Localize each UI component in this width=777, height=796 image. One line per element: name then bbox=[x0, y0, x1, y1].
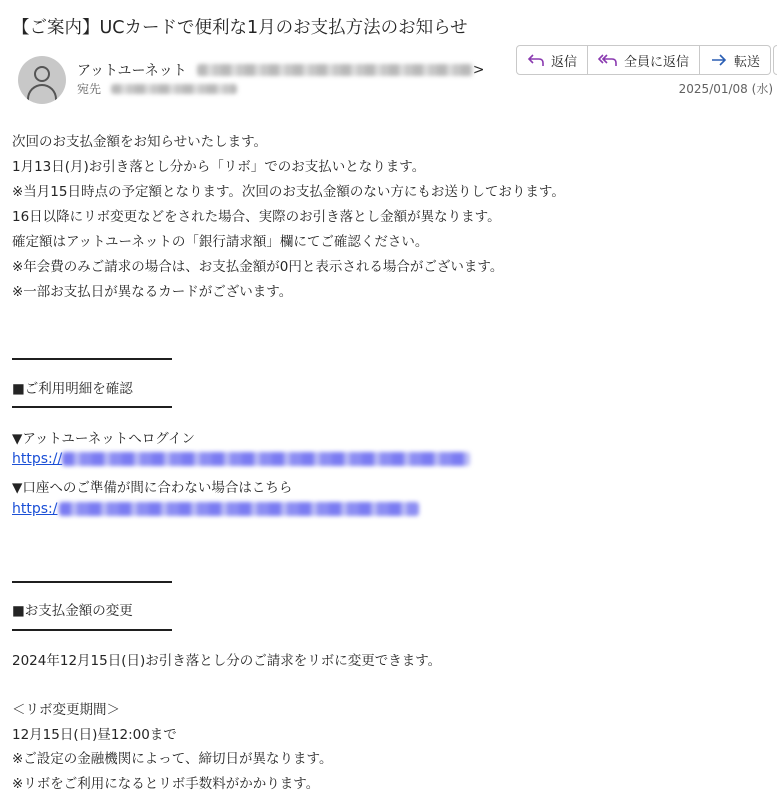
message-actions bbox=[516, 45, 771, 75]
sender-name[interactable]: アットユーネット bbox=[77, 63, 187, 79]
period-title: ＜リボ変更期間＞ bbox=[12, 702, 120, 718]
section-divider bbox=[12, 358, 172, 360]
person-icon-head bbox=[34, 66, 50, 82]
sender-address-close: > bbox=[472, 62, 485, 78]
login-link-prefix[interactable]: https:// bbox=[12, 451, 63, 467]
reply-button[interactable] bbox=[516, 45, 588, 75]
recipient-redacted bbox=[111, 84, 237, 94]
body-line: 1月13日(月)お引き落とし分から「リボ」でのお支払いとなります。 bbox=[12, 159, 426, 175]
forward-label: 転送 bbox=[734, 54, 761, 70]
body-line: ※当月15日時点の予定額となります。次回のお支払金額のない方にもお送りしております。 bbox=[12, 184, 565, 200]
section-title-payment-change: ■お支払金額の変更 bbox=[12, 603, 133, 619]
body-line: ※一部お支払日が異なるカードがございます。 bbox=[12, 284, 293, 300]
more-actions-button[interactable] bbox=[773, 45, 777, 75]
sender-avatar[interactable] bbox=[18, 56, 66, 104]
period-line: ※ご設定の金融機関によって、締切日が異なります。 bbox=[12, 751, 333, 767]
login-link-redacted[interactable] bbox=[62, 452, 470, 466]
person-icon-body bbox=[27, 84, 57, 104]
account-link-prefix[interactable]: https:/ bbox=[12, 501, 58, 517]
section-divider bbox=[12, 629, 172, 631]
body-line: ※年会費のみご請求の場合は、お支払金額が0円と表示される場合がございます。 bbox=[12, 259, 504, 275]
login-label: ▼アットユーネットへログイン bbox=[12, 431, 196, 447]
reply-icon bbox=[527, 53, 545, 67]
email-date: 2025/01/08 (水) bbox=[678, 82, 773, 96]
reply-all-icon bbox=[598, 53, 618, 67]
body-line: 確定額はアットユーネットの「銀行請求額」欄にてご確認ください。 bbox=[12, 234, 429, 250]
account-link[interactable] bbox=[12, 501, 419, 517]
period-line: 12月15日(日)昼12:00まで bbox=[12, 727, 177, 743]
email-subject: 【ご案内】UCカードで便利な1月のお支払方法のお知らせ bbox=[12, 18, 468, 38]
forward-icon bbox=[710, 53, 728, 67]
reply-label: 返信 bbox=[551, 54, 578, 70]
period-line: ※リボをご利用になるとリボ手数料がかかります。 bbox=[12, 776, 320, 792]
sender-line[interactable] bbox=[77, 60, 485, 80]
forward-button[interactable] bbox=[700, 45, 771, 75]
account-link-redacted[interactable] bbox=[59, 502, 419, 516]
body-line: 次回のお支払金額をお知らせいたします。 bbox=[12, 134, 268, 150]
sender-address-redacted bbox=[197, 64, 473, 76]
section-divider bbox=[12, 406, 172, 408]
reply-all-button[interactable] bbox=[588, 45, 700, 75]
body-line: 16日以降にリボ変更などをされた場合、実際のお引き落とし金額が異なります。 bbox=[12, 209, 501, 225]
reply-all-label: 全員に返信 bbox=[624, 54, 690, 70]
to-label: 宛先 bbox=[77, 82, 102, 96]
section-divider bbox=[12, 581, 172, 583]
section-title-statement: ■ご利用明細を確認 bbox=[12, 381, 133, 397]
account-label: ▼口座へのご準備が間に合わない場合はこちら bbox=[12, 480, 293, 496]
recipient-line bbox=[77, 80, 237, 97]
login-link[interactable] bbox=[12, 451, 470, 467]
change-text: 2024年12月15日(日)お引き落とし分のご請求をリボに変更できます。 bbox=[12, 653, 442, 669]
